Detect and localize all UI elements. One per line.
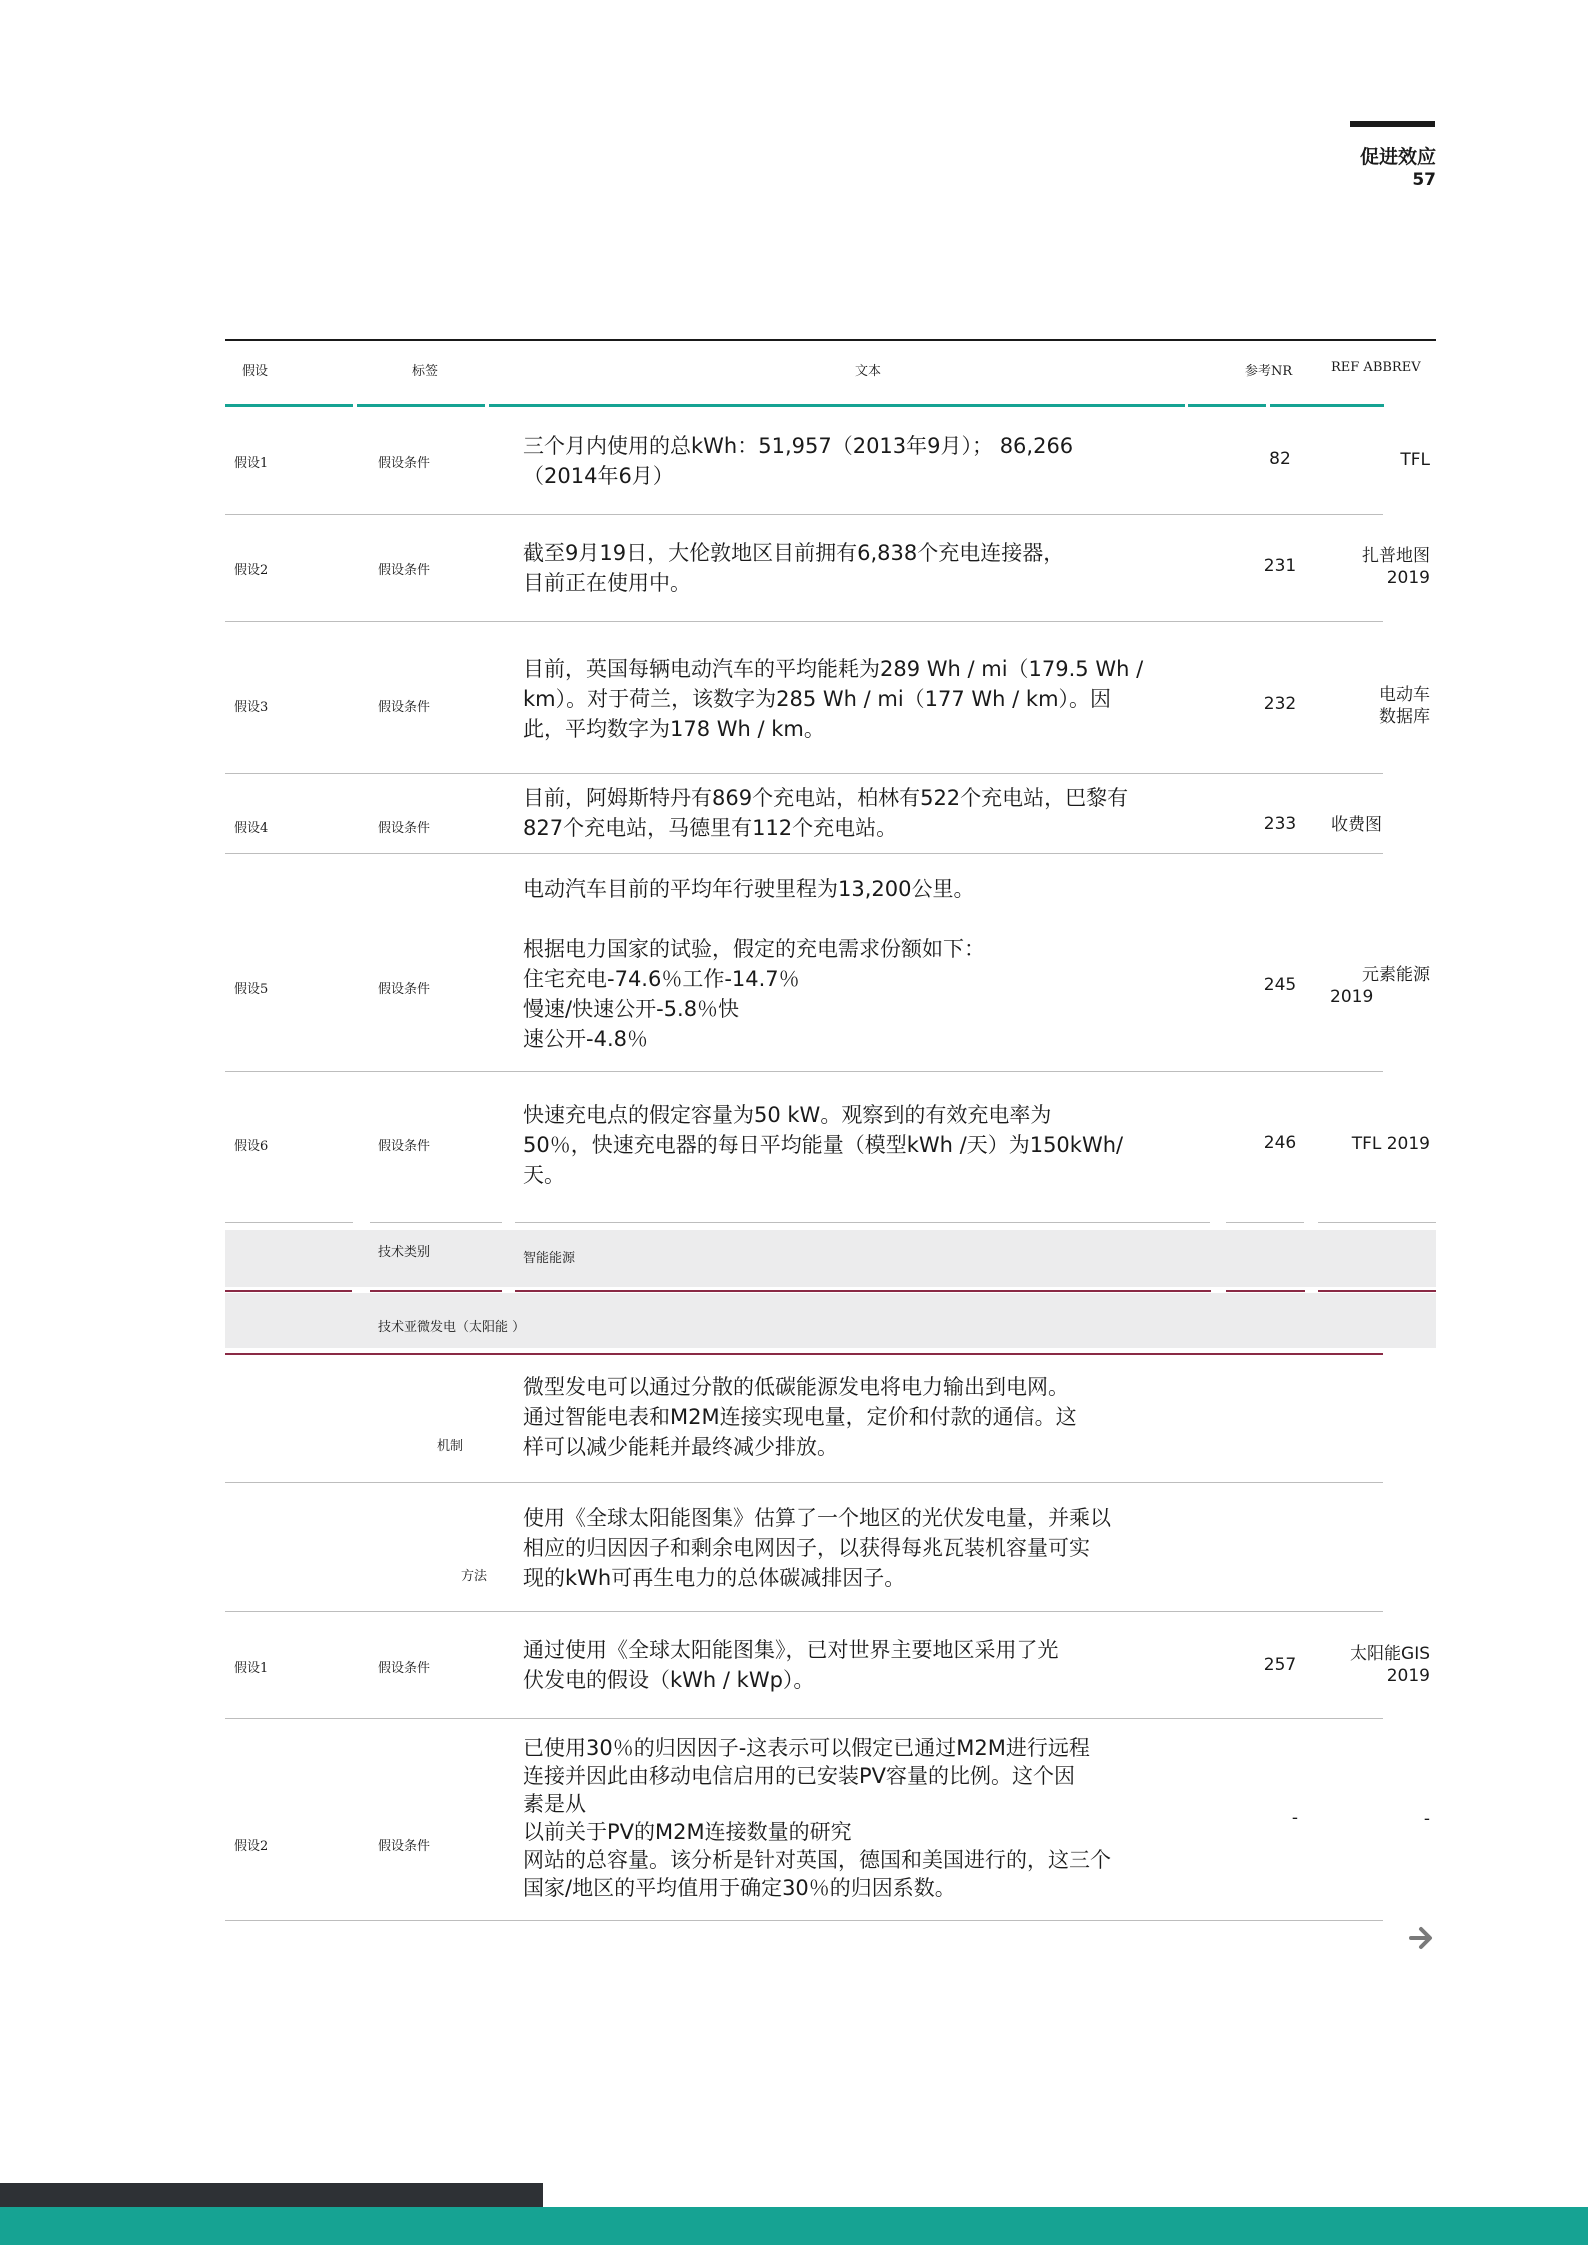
band-divider (515, 1290, 1211, 1292)
row-ref-abbrev: 收费图 (1331, 815, 1382, 835)
row-divider (515, 1222, 1210, 1223)
row-label: 假设条件 (378, 1839, 431, 1854)
table-row (0, 774, 1588, 854)
col-header-assumption: 假设 (242, 364, 269, 379)
table-row (0, 622, 1588, 773)
table-row (0, 515, 1588, 621)
mechanism-text: 微型发电可以通过分散的低碳能源发电将电力输出到电网。 通过智能电表和M2M连接实现电量，定价和付款的通信。这 样可以减少能耗并最终减少排放。 (523, 1375, 1077, 1459)
row-label: 假设条件 (378, 563, 431, 578)
row-divider (1318, 1222, 1436, 1223)
row-ref-abbrev: 电动车 数据库 (1379, 685, 1430, 727)
row-ref-abbrev: - (1423, 1809, 1430, 1829)
row-ref-nr: 246 (1263, 1133, 1297, 1153)
col-header-ref-abbrev: REF ABBREV (1331, 360, 1421, 375)
subcategory-band (225, 1293, 1436, 1348)
row-ref-nr: 82 (1269, 449, 1291, 469)
row-ref-nr: 233 (1263, 814, 1297, 834)
band-divider (225, 1290, 352, 1292)
col-header-text: 文本 (855, 364, 882, 379)
row-text: 快速充电点的假定容量为50 kW。观察到的有效充电率为 50％，快速充电器的每日平均能量（模型kWh /天）为150kWh/ 天。 (523, 1103, 1124, 1187)
row-divider (225, 1222, 353, 1223)
row-label: 假设条件 (378, 982, 431, 997)
method-label: 方法 (461, 1569, 488, 1584)
band-divider (1226, 1290, 1305, 1292)
row-id: 假设5 (234, 982, 269, 997)
row-ref-nr: 232 (1263, 694, 1297, 714)
col-header-ref-nr: 参考NR (1245, 364, 1293, 379)
band-divider (370, 1290, 502, 1292)
row-id: 假设4 (234, 821, 269, 836)
category-value: 智能能源 (523, 1251, 576, 1266)
row-ref-nr: 231 (1263, 556, 1297, 576)
row-text: 截至9月19日，大伦敦地区目前拥有6,838个充电连接器， 目前正在使用中。 (523, 541, 1065, 595)
table-row (0, 1612, 1588, 1718)
row-divider (225, 1920, 1383, 1921)
row-ref-abbrev: 太阳能GIS 2019 (1350, 1644, 1430, 1686)
mechanism-label: 机制 (437, 1439, 464, 1454)
method-row (0, 1483, 1588, 1611)
band-divider (1318, 1290, 1436, 1292)
arrow-right-icon[interactable] (1408, 1924, 1436, 1952)
row-ref-nr: 257 (1263, 1655, 1297, 1675)
table-row (0, 854, 1588, 1071)
row-label: 假设条件 (378, 700, 431, 715)
row-ref-abbrev: 元素能源 2019 (1330, 965, 1430, 1007)
row-ref-nr: - (1291, 1808, 1299, 1828)
row-id: 假设1 (234, 1661, 269, 1676)
category-label: 技术类别 (378, 1245, 431, 1260)
row-id: 假设1 (234, 456, 269, 471)
row-text: 目前，英国每辆电动汽车的平均能耗为289 Wh / mi（179.5 Wh / km）。对于荷兰，该数字为285 Wh / mi（177 Wh / km）。因 此，平均数字为178 Wh / km。 (523, 657, 1144, 741)
row-ref-abbrev: TFL (1400, 450, 1430, 470)
row-text: 通过使用《全球太阳能图集》，已对世界主要地区采用了光 伏发电的假设（kWh / kWp）。 (523, 1638, 1059, 1692)
row-label: 假设条件 (378, 821, 431, 836)
subcategory-label: 技术亚微发电（太阳能 ） (378, 1320, 526, 1335)
row-id: 假设3 (234, 700, 269, 715)
method-text: 使用《全球太阳能图集》估算了一个地区的光伏发电量，并乘以 相应的归因因子和剩余电网因子，以获得每兆瓦装机容量可实 现的kWh可再生电力的总体碳减排因子。 (523, 1506, 1111, 1590)
row-label: 假设条件 (378, 1661, 431, 1676)
row-divider (370, 1222, 502, 1223)
table-top-rule (225, 339, 1436, 341)
footer-dark-bar (0, 2183, 543, 2207)
row-id: 假设2 (234, 1839, 269, 1854)
page-number: 57 (1412, 170, 1436, 190)
row-ref-abbrev: 扎普地图 2019 (1362, 546, 1430, 588)
row-id: 假设2 (234, 563, 269, 578)
table-row (0, 1072, 1588, 1222)
footer-accent-bar (0, 2207, 1588, 2245)
row-label: 假设条件 (378, 456, 431, 471)
table-row (0, 407, 1588, 515)
section-title: 促进效应 (1359, 146, 1436, 168)
row-divider (1226, 1222, 1304, 1223)
row-label: 假设条件 (378, 1139, 431, 1154)
row-ref-nr: 245 (1263, 975, 1297, 995)
mechanism-row (0, 1355, 1588, 1482)
row-text: 目前，阿姆斯特丹有869个充电站，柏林有522个充电站，巴黎有 827个充电站，马德里有112个充电站。 (523, 786, 1129, 840)
category-band (225, 1230, 1436, 1287)
row-id: 假设6 (234, 1139, 269, 1154)
table-row (0, 1719, 1588, 1920)
col-header-label: 标签 (412, 364, 439, 379)
header-accent-bar (1350, 121, 1435, 127)
row-text: 电动汽车目前的平均年行驶里程为13,200公里。 根据电力国家的试验，假定的充电需求份额如下： 住宅充电-74.6％工作-14.7％ 慢速/快速公开-5.8％快 速公开-4.8％ (523, 877, 985, 1051)
row-text: 已使用30％的归因因子-这表示可以假定已通过M2M进行远程 连接并因此由移动电信启用的已安装PV容量的比例。这个因 素是从 以前关于PV的M2M连接数量的研究 网站的总容量。该分析是针对英国，德国和美国进行的，这三个 国家/地区的平均值用于确定30％的归因系数。 (523, 1736, 1111, 1900)
row-text: 三个月内使用的总kWh：51,957（2013年9月）； 86,266 （2014年6月） (523, 434, 1074, 488)
row-ref-abbrev: TFL 2019 (1351, 1134, 1430, 1154)
